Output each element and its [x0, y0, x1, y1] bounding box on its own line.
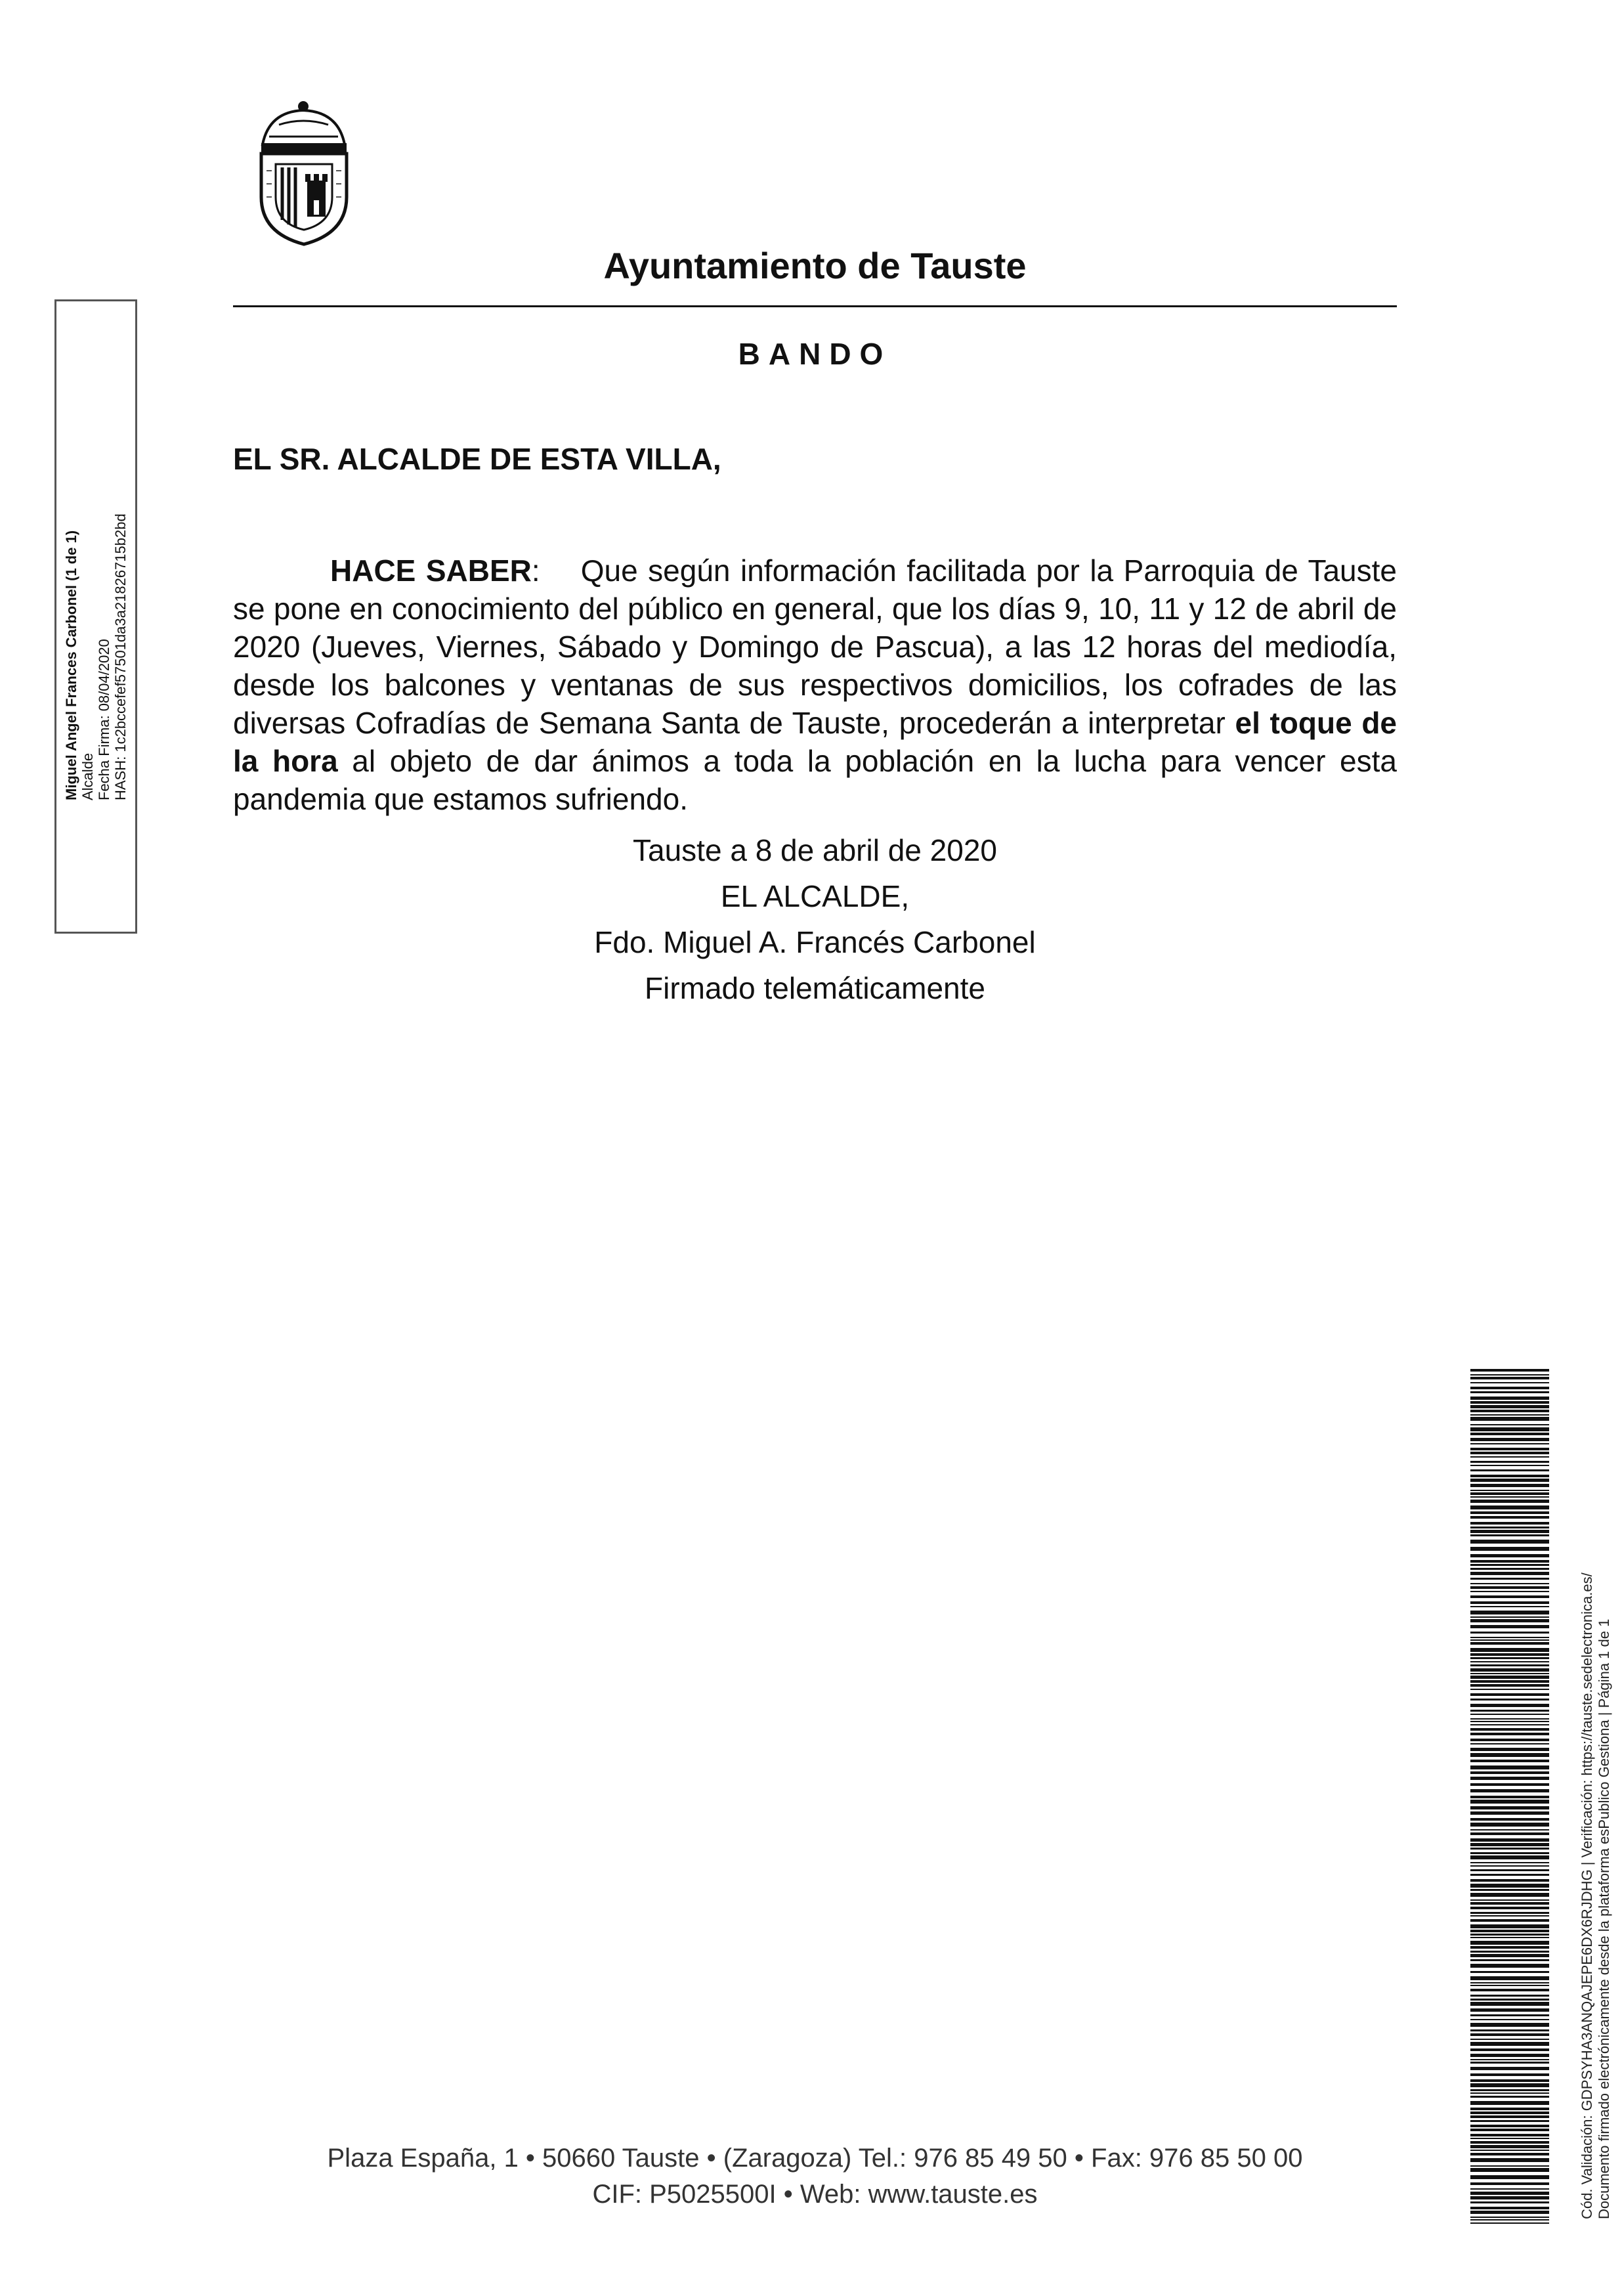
barcode-bar	[1470, 1516, 1549, 1519]
barcode-bar	[1470, 1586, 1549, 1589]
barcode-bar	[1470, 1884, 1549, 1888]
barcode-bar	[1470, 1684, 1549, 1687]
barcode-bar	[1470, 1823, 1549, 1827]
barcode-bar	[1470, 1391, 1549, 1393]
barcode-bar	[1470, 2150, 1549, 2151]
barcode-bar	[1470, 1783, 1549, 1786]
barcode-bar	[1470, 1490, 1549, 1491]
lead-label: HACE SABER	[330, 553, 532, 588]
barcode-bar	[1470, 2089, 1549, 2091]
barcode-bar	[1470, 1664, 1549, 1666]
barcode-bar	[1470, 2153, 1549, 2155]
barcode-bar	[1470, 1540, 1549, 1544]
barcode-bar	[1470, 1832, 1549, 1835]
barcode-bar	[1470, 2196, 1549, 2199]
barcode-bar	[1470, 2211, 1549, 2214]
barcode-bar	[1470, 1838, 1549, 1842]
barcode-bar	[1470, 2067, 1549, 2070]
barcode-bar	[1470, 2192, 1549, 2195]
barcode-bar	[1470, 1632, 1549, 1634]
barcode-bar	[1470, 1954, 1549, 1957]
barcode-bar	[1470, 2145, 1549, 2148]
stamp-date: Fecha Firma: 08/04/2020	[96, 639, 112, 800]
barcode-bar	[1470, 1796, 1549, 1798]
barcode-bar	[1470, 1893, 1549, 1897]
barcode-bar	[1470, 1554, 1549, 1557]
barcode-bar	[1470, 1568, 1549, 1570]
barcode-bar	[1470, 2165, 1549, 2167]
barcode-bar	[1470, 1941, 1549, 1945]
barcode-bar	[1470, 1818, 1549, 1821]
barcode-bar	[1470, 1619, 1549, 1622]
barcode-bar	[1470, 1806, 1549, 1809]
barcode-bar	[1470, 1704, 1549, 1707]
signatory-name: Fdo. Miguel A. Francés Carbonel	[594, 925, 1036, 959]
header-rule	[233, 305, 1397, 307]
barcode-bar	[1470, 1777, 1549, 1780]
barcode-bar	[1470, 1800, 1549, 1804]
barcode-bar	[1470, 1848, 1549, 1850]
barcode-bar	[1470, 1527, 1549, 1528]
barcode-bar	[1470, 1438, 1549, 1441]
footer-cif-web: CIF: P5025500I • Web: www.tauste.es	[592, 2180, 1038, 2209]
barcode-bar	[1470, 1743, 1549, 1744]
barcode-bar	[1470, 2219, 1549, 2220]
barcode-bar	[1470, 1484, 1549, 1487]
barcode-bar	[1470, 2014, 1549, 2016]
stamp-hash: HASH: 1c2bccefef57501da3a21826715b2bd	[112, 513, 129, 800]
barcode-bar	[1470, 2079, 1549, 2082]
barcode-bar	[1470, 1637, 1549, 1638]
barcode-bar	[1470, 1852, 1549, 1854]
barcode-bar	[1470, 2083, 1549, 2087]
barcode-bar	[1470, 1657, 1549, 1659]
barcode-bar	[1470, 1611, 1549, 1614]
barcode-bar	[1470, 1653, 1549, 1656]
footer-address: Plaza España, 1 • 50660 Tauste • (Zaragoza) Tel.: 976 85 49 50 • Fax: 976 85 50 00	[327, 2144, 1303, 2173]
barcode-bar	[1470, 1753, 1549, 1757]
barcode-bar	[1470, 1771, 1549, 1774]
barcode-bar	[1470, 1710, 1549, 1712]
barcode-bar	[1470, 2129, 1549, 2131]
barcode-bar	[1470, 2042, 1549, 2046]
barcode-bar	[1470, 1448, 1549, 1450]
barcode-bar	[1470, 2073, 1549, 2076]
barcode-bar	[1470, 1765, 1549, 1769]
barcode-bar	[1470, 1680, 1549, 1683]
barcode-bar	[1470, 1811, 1549, 1815]
verification-line-1: Cód. Validación: GDPSYHA3ANQAJEPE6DX6RJDHG | Verificación: https://tauste.sedelectronica.es/	[1579, 1572, 1595, 2219]
barcode-bar	[1470, 1405, 1549, 1408]
barcode-bar	[1470, 1479, 1549, 1482]
barcode-bar	[1470, 1668, 1549, 1672]
barcode-bar	[1470, 1930, 1549, 1932]
barcode-bar	[1470, 1601, 1549, 1604]
barcode-bar	[1470, 1572, 1549, 1575]
barcode-bar	[1470, 1959, 1549, 1961]
barcode-bar	[1470, 1982, 1549, 1983]
barcode-bar	[1470, 1401, 1549, 1404]
barcode-bar	[1470, 1985, 1549, 1986]
barcode-bar	[1470, 1511, 1549, 1514]
barcode-bar	[1470, 1739, 1549, 1741]
signed-note: Firmado telemáticamente	[645, 971, 985, 1005]
barcode-bar	[1470, 1469, 1549, 1471]
barcode-bar	[1470, 1999, 1549, 2001]
barcode-bar	[1470, 1397, 1549, 1400]
barcode-bar	[1470, 2029, 1549, 2031]
barcode-bar	[1470, 1879, 1549, 1882]
barcode-bar	[1470, 1443, 1549, 1444]
barcode-bar	[1470, 1382, 1549, 1383]
barcode-bar	[1470, 1465, 1549, 1466]
document-type: BANDO	[738, 337, 892, 371]
barcode-bar	[1470, 2138, 1549, 2139]
barcode-bar	[1470, 1673, 1549, 1674]
barcode-bar	[1470, 1560, 1549, 1563]
barcode-bar	[1470, 1862, 1549, 1863]
barcode-bar	[1470, 1989, 1549, 1991]
barcode-bar	[1470, 1500, 1549, 1503]
barcode-bar	[1470, 2188, 1549, 2190]
barcode-bar	[1470, 2033, 1549, 2036]
barcode-bar	[1470, 1869, 1549, 1871]
barcode-bar	[1470, 1661, 1549, 1662]
barcode-bar	[1470, 1676, 1549, 1679]
barcode-bar	[1470, 1505, 1549, 1509]
barcode-bar	[1470, 1946, 1549, 1949]
barcode-bar	[1470, 2182, 1549, 2185]
barcode-bar	[1470, 2175, 1549, 2179]
signature-stamp	[54, 299, 137, 934]
barcode-bar	[1470, 1461, 1549, 1463]
barcode-bar	[1470, 1639, 1549, 1641]
barcode-bar	[1470, 1369, 1549, 1372]
barcode-bar	[1470, 1995, 1549, 1997]
barcode-bar	[1470, 1496, 1549, 1498]
barcode-bar	[1470, 1417, 1549, 1421]
barcode-bar	[1470, 1899, 1549, 1901]
barcode-bar	[1470, 2108, 1549, 2110]
barcode-bar	[1470, 1410, 1549, 1412]
barcode-bar	[1470, 1424, 1549, 1425]
barcode-bar	[1470, 1915, 1549, 1917]
barcode-bar	[1470, 1951, 1549, 1953]
barcode-bar	[1470, 2008, 1549, 2012]
barcode-bar	[1470, 1414, 1549, 1416]
barcode-bar	[1470, 1912, 1549, 1914]
barcode-bar	[1470, 1889, 1549, 1891]
stamp-name: Miguel Angel Frances Carbonel (1 de 1)	[63, 530, 79, 800]
barcode-bar	[1470, 1829, 1549, 1830]
body-text-part2: al objeto de dar ánimos a toda la población en la lucha para vencer esta pandemia que estamos sufriendo.	[233, 744, 1397, 816]
barcode-bar	[1470, 2101, 1549, 2105]
barcode-bar	[1470, 1433, 1549, 1435]
barcode-bar	[1470, 2112, 1549, 2114]
barcode-bar	[1470, 1728, 1549, 1731]
barcode-bar	[1470, 1547, 1549, 1551]
barcode-bar	[1470, 2120, 1549, 2122]
barcode-bar	[1470, 1492, 1549, 1495]
body-paragraph: HACE SABER: Que según información facilitada por la Parroquia de Tauste se pone en conocimiento del público en general, que los días 9, 10, 11 y 12 de abril de 2020 (Jueves, Viernes, Sábado y Domingo de Pascua), a las 12 horas del mediodía, desde los balcones y ventanas de sus respectivos domicilios, los cofrades de las diversas Cofradías de Semana Santa de Tauste, procederán a interpretar el toque de la hora al objeto de dar ánimos a toda la población en la lucha para vencer esta pandemia que estamos sufriendo.	[233, 553, 1398, 816]
barcode-bar	[1470, 2201, 1549, 2203]
barcode-bar	[1470, 1902, 1549, 1905]
barcode-bar	[1470, 1919, 1549, 1922]
barcode-bar	[1470, 2217, 1549, 2218]
barcode-bar	[1470, 2115, 1549, 2118]
barcode-bar	[1470, 2125, 1549, 2127]
barcode-bar	[1470, 2134, 1549, 2136]
barcode-bar	[1470, 2158, 1549, 2162]
barcode-bar	[1470, 1456, 1549, 1458]
barcode-bar	[1470, 2039, 1549, 2040]
barcode-bar	[1470, 1855, 1549, 1859]
barcode-bar	[1470, 1564, 1549, 1566]
verification-text	[1579, 1431, 1613, 2219]
barcode-bar	[1470, 1924, 1549, 1928]
barcode-bar	[1470, 1907, 1549, 1909]
barcode-bar	[1470, 2023, 1549, 2027]
barcode-bar	[1470, 1427, 1549, 1431]
barcode-bar	[1470, 1724, 1549, 1725]
barcode-bar	[1470, 2054, 1549, 2057]
barcode-bar	[1470, 1475, 1549, 1477]
barcode-bar	[1470, 1964, 1549, 1968]
barcode-bar	[1470, 1452, 1549, 1454]
body-emphasis: el toque de la hora	[233, 706, 1398, 778]
barcode-bar	[1470, 1530, 1549, 1533]
barcode-bar	[1470, 1718, 1549, 1720]
barcode-bar	[1470, 2002, 1549, 2006]
barcode-bar	[1470, 2141, 1549, 2144]
barcode-bar	[1470, 1693, 1549, 1696]
barcode-bar	[1470, 1937, 1549, 1938]
barcode-bar	[1470, 1642, 1549, 1645]
barcode-bar	[1470, 2059, 1549, 2060]
barcode-bar	[1470, 1733, 1549, 1735]
barcode-icon	[1470, 1369, 1549, 2226]
barcode-bar	[1470, 1522, 1549, 1525]
barcode-bar	[1470, 1748, 1549, 1751]
barcode-bar	[1470, 1648, 1549, 1652]
place-date: Tauste a 8 de abril de 2020	[633, 833, 997, 867]
barcode-bar	[1470, 2222, 1549, 2224]
barcode-bar	[1470, 2168, 1549, 2172]
barcode-bar	[1470, 2096, 1549, 2098]
barcode-bar	[1470, 2048, 1549, 2051]
organization-title: Ayuntamiento de Tauste	[603, 245, 1027, 286]
addressee: EL SR. ALCALDE DE ESTA VILLA,	[233, 442, 721, 476]
barcode-bar	[1470, 1595, 1549, 1598]
barcode-bar	[1470, 1377, 1549, 1379]
barcode-bar	[1470, 1387, 1549, 1389]
barcode-bar	[1470, 2207, 1549, 2209]
barcode-bar	[1470, 1714, 1549, 1715]
barcode-bar	[1470, 1689, 1549, 1690]
coat-of-arms-icon	[243, 98, 364, 246]
barcode-bar	[1470, 1699, 1549, 1700]
verification-line-2: Documento firmado electrónicamente desde la plataforma esPublico Gestiona | Página 1 de 1	[1596, 1618, 1612, 2219]
stamp-position: Alcalde	[79, 752, 96, 800]
signatory-role: EL ALCALDE,	[720, 879, 910, 913]
body-text-part1: Que según información facilitada por la Parroquia de Tauste se pone en conocimiento del público en general, que los días 9, 10, 11 y 12 de abril de 2020 (Jueves, Viernes, Sábado y Domingo de Pascua), a las 12 horas del mediodía, desde los balcones y ventanas de sus respectivos domicilios, los cofrades de las diversas Cofradías de Semana Santa de Tauste, procederán a interpretar	[233, 553, 1397, 740]
barcode-bar	[1470, 1625, 1549, 1628]
barcode-bar	[1470, 1976, 1549, 1980]
barcode-bar	[1470, 1374, 1549, 1375]
barcode-bar	[1470, 1534, 1549, 1536]
barcode-bar	[1470, 2062, 1549, 2064]
barcode-bar	[1470, 1606, 1549, 1607]
barcode-bar	[1470, 2019, 1549, 2020]
barcode-bar	[1470, 1760, 1549, 1762]
barcode-bar	[1470, 1934, 1549, 1936]
barcode-bar	[1470, 1616, 1549, 1618]
barcode-bar	[1470, 1971, 1549, 1973]
barcode-bar	[1470, 2092, 1549, 2094]
barcode-bar	[1470, 1583, 1549, 1584]
barcode-bar	[1470, 1789, 1549, 1792]
barcode-bar	[1470, 1721, 1549, 1722]
barcode-bar	[1470, 1843, 1549, 1846]
barcode-bar	[1470, 1865, 1549, 1867]
barcode-bar	[1470, 1874, 1549, 1876]
barcode-bar	[1470, 1591, 1549, 1592]
barcode-bar	[1470, 1578, 1549, 1580]
